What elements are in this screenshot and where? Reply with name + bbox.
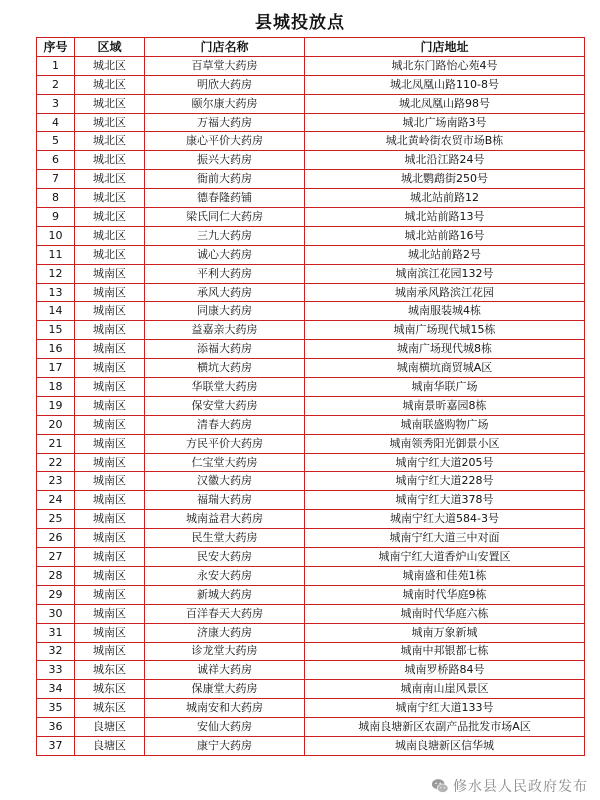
cell-district: 城北区 <box>75 245 145 264</box>
table-row <box>37 434 585 453</box>
cell-index: 6 <box>37 151 75 170</box>
cell-district: 城北区 <box>75 113 145 132</box>
table-row <box>37 491 585 510</box>
cell-store-name: 民安大药房 <box>145 548 305 567</box>
cell-district: 城北区 <box>75 189 145 208</box>
cell-index: 12 <box>37 264 75 283</box>
cell-index: 8 <box>37 189 75 208</box>
cell-index: 15 <box>37 321 75 340</box>
table-row <box>37 378 585 397</box>
cell-index: 25 <box>37 510 75 529</box>
cell-index: 14 <box>37 302 75 321</box>
cell-store-name: 振兴大药房 <box>145 151 305 170</box>
table-row <box>37 245 585 264</box>
table-row <box>37 566 585 585</box>
cell-store-address: 城北凤凰山路110-8号 <box>305 75 585 94</box>
cell-index: 3 <box>37 94 75 113</box>
table-row <box>37 642 585 661</box>
cell-store-name: 汉徽大药房 <box>145 472 305 491</box>
cell-district: 城南区 <box>75 302 145 321</box>
table-row <box>37 472 585 491</box>
cell-district: 城北区 <box>75 226 145 245</box>
cell-store-name: 济康大药房 <box>145 623 305 642</box>
cell-index: 29 <box>37 585 75 604</box>
cell-store-name: 平利大药房 <box>145 264 305 283</box>
cell-district: 城南区 <box>75 585 145 604</box>
cell-district: 城南区 <box>75 548 145 567</box>
cell-store-name: 万福大药房 <box>145 113 305 132</box>
cell-district: 城南区 <box>75 340 145 359</box>
cell-store-address: 城南良塘新区信华城 <box>305 736 585 755</box>
cell-district: 城南区 <box>75 264 145 283</box>
cell-store-name: 康心平价大药房 <box>145 132 305 151</box>
cell-store-address: 城北东门路怡心苑4号 <box>305 56 585 75</box>
cell-store-address: 城南宁红大道378号 <box>305 491 585 510</box>
table-row <box>37 94 585 113</box>
cell-store-address: 城南华联广场 <box>305 378 585 397</box>
table-row <box>37 510 585 529</box>
cell-district: 城南区 <box>75 642 145 661</box>
cell-store-name: 安仙大药房 <box>145 718 305 737</box>
cell-store-name: 横坑大药房 <box>145 359 305 378</box>
cell-index: 33 <box>37 661 75 680</box>
cell-store-name: 三九大药房 <box>145 226 305 245</box>
cell-store-name: 德春隆药铺 <box>145 189 305 208</box>
cell-district: 城东区 <box>75 699 145 718</box>
cell-index: 19 <box>37 396 75 415</box>
cell-store-address: 城南广场现代城8栋 <box>305 340 585 359</box>
cell-index: 18 <box>37 378 75 397</box>
cell-store-address: 城北黄岭街农贸市场B栋 <box>305 132 585 151</box>
cell-district: 城南区 <box>75 321 145 340</box>
cell-store-name: 添福大药房 <box>145 340 305 359</box>
table-row <box>37 132 585 151</box>
cell-district: 城南区 <box>75 510 145 529</box>
cell-index: 1 <box>37 56 75 75</box>
cell-index: 35 <box>37 699 75 718</box>
cell-district: 城南区 <box>75 359 145 378</box>
cell-store-name: 保安堂大药房 <box>145 396 305 415</box>
cell-index: 4 <box>37 113 75 132</box>
cell-store-name: 永安大药房 <box>145 566 305 585</box>
cell-district: 城北区 <box>75 94 145 113</box>
table-row <box>37 321 585 340</box>
cell-store-address: 城南南山崖风景区 <box>305 680 585 699</box>
cell-store-address: 城南承风路滨江花园 <box>305 283 585 302</box>
cell-store-name: 衙前大药房 <box>145 170 305 189</box>
cell-store-address: 城北站前路12 <box>305 189 585 208</box>
pharmacy-table <box>36 37 585 756</box>
cell-store-name: 诚心大药房 <box>145 245 305 264</box>
cell-store-address: 城南中邦银都七栋 <box>305 642 585 661</box>
table-row <box>37 283 585 302</box>
cell-district: 城北区 <box>75 56 145 75</box>
cell-index: 31 <box>37 623 75 642</box>
table-row <box>37 208 585 227</box>
cell-store-address: 城南服装城4栋 <box>305 302 585 321</box>
cell-store-name: 仁宝堂大药房 <box>145 453 305 472</box>
cell-index: 36 <box>37 718 75 737</box>
table-row <box>37 264 585 283</box>
table-header-row <box>37 38 585 57</box>
cell-index: 21 <box>37 434 75 453</box>
cell-index: 34 <box>37 680 75 699</box>
table-row <box>37 453 585 472</box>
table-row <box>37 736 585 755</box>
cell-store-address: 城南滨江花园132号 <box>305 264 585 283</box>
cell-store-address: 城南宁红大道584-3号 <box>305 510 585 529</box>
cell-index: 17 <box>37 359 75 378</box>
table-row <box>37 718 585 737</box>
cell-index: 7 <box>37 170 75 189</box>
cell-district: 城北区 <box>75 132 145 151</box>
cell-store-address: 城南宁红大道228号 <box>305 472 585 491</box>
cell-store-address: 城南联盛购物广场 <box>305 415 585 434</box>
cell-store-address: 城南横坑商贸城A区 <box>305 359 585 378</box>
cell-store-address: 城南罗桥路84号 <box>305 661 585 680</box>
cell-district: 良塘区 <box>75 736 145 755</box>
cell-store-name: 康宁大药房 <box>145 736 305 755</box>
cell-district: 城南区 <box>75 604 145 623</box>
cell-store-name: 同康大药房 <box>145 302 305 321</box>
cell-index: 23 <box>37 472 75 491</box>
cell-store-address: 城北站前路13号 <box>305 208 585 227</box>
cell-store-name: 城南益君大药房 <box>145 510 305 529</box>
cell-store-name: 百草堂大药房 <box>145 56 305 75</box>
cell-index: 28 <box>37 566 75 585</box>
table-row <box>37 699 585 718</box>
header-store-address: 门店地址 <box>305 38 585 57</box>
cell-index: 24 <box>37 491 75 510</box>
cell-store-address: 城北鹦鹉街250号 <box>305 170 585 189</box>
table-row <box>37 680 585 699</box>
cell-store-name: 清春大药房 <box>145 415 305 434</box>
cell-store-name: 城南安和大药房 <box>145 699 305 718</box>
cell-index: 32 <box>37 642 75 661</box>
publisher-watermark <box>431 776 588 796</box>
cell-store-name: 承风大药房 <box>145 283 305 302</box>
cell-index: 9 <box>37 208 75 227</box>
table-row <box>37 415 585 434</box>
table-row <box>37 548 585 567</box>
cell-district: 城北区 <box>75 208 145 227</box>
table-row <box>37 529 585 548</box>
page-title: 县城投放点 <box>255 13 345 33</box>
cell-store-address: 城南盛和佳苑1栋 <box>305 566 585 585</box>
table-row <box>37 359 585 378</box>
cell-index: 13 <box>37 283 75 302</box>
cell-store-name: 保康堂大药房 <box>145 680 305 699</box>
cell-district: 城南区 <box>75 529 145 548</box>
table-row <box>37 170 585 189</box>
cell-district: 城北区 <box>75 151 145 170</box>
cell-index: 5 <box>37 132 75 151</box>
table-row <box>37 604 585 623</box>
cell-district: 城南区 <box>75 396 145 415</box>
cell-district: 城南区 <box>75 472 145 491</box>
table-row <box>37 151 585 170</box>
cell-store-address: 城南宁红大道香炉山安置区 <box>305 548 585 567</box>
watermark-text: 修水县人民政府发布 <box>453 779 588 795</box>
cell-store-name: 民生堂大药房 <box>145 529 305 548</box>
table-row <box>37 661 585 680</box>
cell-store-address: 城北广场南路3号 <box>305 113 585 132</box>
cell-district: 城南区 <box>75 623 145 642</box>
table-row <box>37 585 585 604</box>
cell-district: 良塘区 <box>75 718 145 737</box>
cell-store-address: 城南宁红大道三中对面 <box>305 529 585 548</box>
cell-district: 城南区 <box>75 283 145 302</box>
cell-district: 城东区 <box>75 680 145 699</box>
cell-index: 27 <box>37 548 75 567</box>
cell-district: 城南区 <box>75 378 145 397</box>
cell-district: 城南区 <box>75 491 145 510</box>
cell-store-name: 梁氏同仁大药房 <box>145 208 305 227</box>
header-district: 区域 <box>75 38 145 57</box>
cell-index: 10 <box>37 226 75 245</box>
table-row <box>37 302 585 321</box>
table-row <box>37 113 585 132</box>
cell-store-name: 新城大药房 <box>145 585 305 604</box>
cell-store-address: 城南良塘新区农副产品批发市场A区 <box>305 718 585 737</box>
cell-store-name: 华联堂大药房 <box>145 378 305 397</box>
cell-index: 20 <box>37 415 75 434</box>
table-row <box>37 226 585 245</box>
cell-store-address: 城北沿江路24号 <box>305 151 585 170</box>
cell-district: 城南区 <box>75 453 145 472</box>
cell-store-address: 城南宁红大道205号 <box>305 453 585 472</box>
cell-store-name: 诊龙堂大药房 <box>145 642 305 661</box>
cell-store-name: 颐尔康大药房 <box>145 94 305 113</box>
cell-district: 城北区 <box>75 75 145 94</box>
header-store-name: 门店名称 <box>145 38 305 57</box>
cell-index: 26 <box>37 529 75 548</box>
table-row <box>37 189 585 208</box>
cell-district: 城东区 <box>75 661 145 680</box>
table-row <box>37 56 585 75</box>
cell-store-address: 城南景昕嘉园8栋 <box>305 396 585 415</box>
table-row <box>37 623 585 642</box>
cell-store-address: 城南时代华庭9栋 <box>305 585 585 604</box>
cell-district: 城南区 <box>75 415 145 434</box>
cell-index: 16 <box>37 340 75 359</box>
cell-index: 22 <box>37 453 75 472</box>
cell-store-name: 明欣大药房 <box>145 75 305 94</box>
cell-store-address: 城北凤凰山路98号 <box>305 94 585 113</box>
cell-district: 城北区 <box>75 170 145 189</box>
cell-store-address: 城南领秀阳光御景小区 <box>305 434 585 453</box>
wechat-icon <box>431 777 449 795</box>
cell-store-name: 福瑞大药房 <box>145 491 305 510</box>
cell-store-name: 方民平价大药房 <box>145 434 305 453</box>
cell-store-address: 城南万象新城 <box>305 623 585 642</box>
cell-index: 11 <box>37 245 75 264</box>
cell-store-address: 城南宁红大道133号 <box>305 699 585 718</box>
cell-district: 城南区 <box>75 434 145 453</box>
cell-index: 30 <box>37 604 75 623</box>
cell-index: 2 <box>37 75 75 94</box>
cell-district: 城南区 <box>75 566 145 585</box>
table-row <box>37 340 585 359</box>
header-index: 序号 <box>37 38 75 57</box>
cell-store-address: 城北站前路16号 <box>305 226 585 245</box>
cell-index: 37 <box>37 736 75 755</box>
table-row <box>37 396 585 415</box>
cell-store-address: 城南时代华庭六栋 <box>305 604 585 623</box>
cell-store-name: 百洋春天大药房 <box>145 604 305 623</box>
cell-store-address: 城南广场现代城15栋 <box>305 321 585 340</box>
cell-store-name: 诚祥大药房 <box>145 661 305 680</box>
table-row <box>37 75 585 94</box>
cell-store-address: 城北站前路2号 <box>305 245 585 264</box>
cell-store-name: 益嘉亲大药房 <box>145 321 305 340</box>
